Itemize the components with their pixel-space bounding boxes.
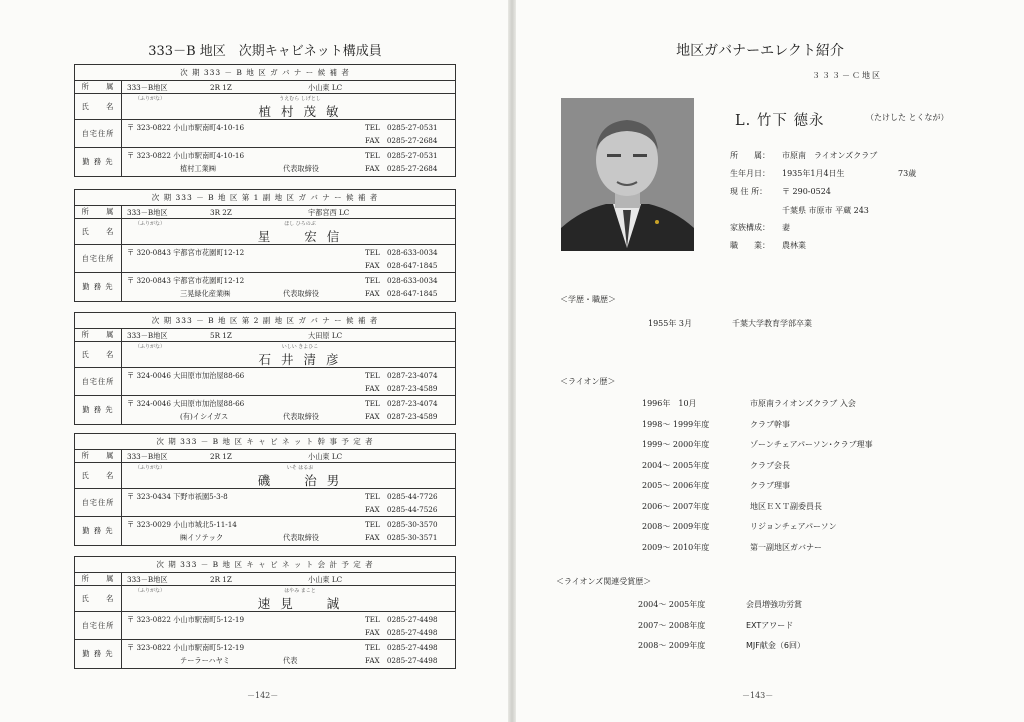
home-fax: FAX 0287-23-4589	[365, 384, 438, 393]
home-label: 自宅住所	[75, 245, 122, 272]
affiliation-row	[75, 329, 455, 342]
home-row	[75, 120, 455, 148]
name-row	[75, 219, 455, 245]
person-name: 植 村 茂 敏	[258, 104, 342, 119]
furigana-label: （ふりがな）	[135, 344, 166, 350]
governor-name: L. 竹下 德永	[735, 113, 825, 129]
name-label: 氏 名	[75, 219, 122, 244]
home-fax: FAX 0285-44-7526	[365, 505, 438, 514]
work-address: 〒 323-0029 小山市城北5-11-14	[127, 520, 237, 529]
work-fax: FAX 0285-27-2684	[365, 164, 438, 173]
home-tel: TEL 028-633-0034	[365, 248, 438, 257]
home-label: 自宅住所	[75, 489, 122, 516]
work-tel: TEL 0285-30-3570	[365, 520, 438, 529]
info-address-line: 千葉県 市原市 平蔵 243	[782, 206, 869, 215]
block-header: 次 期 333 － B 地 区 第 2 副 地 区 ガ バ ナ ー 候 補 者	[75, 313, 455, 329]
work-row	[75, 640, 455, 668]
affiliation-label: 所 属	[75, 206, 122, 218]
history-event: リジョンチェアパーソン	[750, 522, 837, 531]
affiliation-label: 所 属	[75, 81, 122, 93]
info-address-label: 現 住 所：	[730, 187, 768, 196]
furigana-label: （ふりがな）	[135, 96, 166, 102]
history-event: クラブ理事	[750, 481, 790, 490]
info-affiliation	[730, 150, 877, 161]
info-occupation-value: 農林業	[782, 241, 806, 250]
history-year: 1955年 3月	[648, 319, 692, 328]
home-address: 〒 320-0843 宇都宮市花園町12-12	[127, 248, 245, 257]
home-tel: TEL 0287-23-4074	[365, 371, 438, 380]
district-value: 333－B地区	[127, 208, 168, 217]
work-address: 〒 320-0843 宇都宮市花園町12-12	[127, 276, 245, 285]
name-label: 氏 名	[75, 463, 122, 488]
history-event: 会員増強功労賞	[746, 600, 802, 609]
work-address: 〒 324-0046 大田原市加治屋88-66	[127, 399, 245, 408]
club-value: 小山東 LC	[308, 575, 343, 584]
name-row	[75, 463, 455, 489]
zone-value: 2R 1Z	[210, 575, 232, 584]
block-header: 次 期 333 － B 地 区 第 1 副 地 区 ガ バ ナ ー 候 補 者	[75, 190, 455, 206]
history-event: 第一副地区ガバナー	[750, 542, 822, 552]
info-postal: 〒 290-0524	[782, 187, 831, 196]
history-event: 地区ＥＸＴ副委員長	[750, 501, 822, 511]
district-value: 333－B地区	[127, 452, 168, 461]
info-family	[730, 222, 790, 233]
info-birth-label: 生年月日：	[730, 169, 770, 178]
work-tel: TEL 0285-27-0531	[365, 151, 438, 160]
person-name: 石 井 清 彦	[258, 352, 342, 367]
cabinet-block	[74, 312, 456, 425]
person-name: 速 見 誠	[257, 596, 343, 611]
history-event: 千葉大学教育学部卒業	[732, 319, 812, 328]
name-reading: いそ はるお	[286, 465, 314, 471]
name-row	[75, 586, 455, 612]
home-address: 〒 323-0822 小山市駅南町4-10-16	[127, 123, 245, 132]
home-address: 〒 323-0822 小山市駅南町5-12-19	[127, 615, 245, 624]
person-name: 磯 治 男	[257, 473, 343, 488]
work-role: 代表取締役	[283, 289, 319, 298]
district-value: 333－B地区	[127, 83, 168, 92]
governor-name-reading: （たけした とくなが）	[866, 113, 949, 122]
name-label: 氏 名	[75, 342, 122, 367]
home-tel: TEL 0285-27-0531	[365, 123, 438, 132]
home-tel: TEL 0285-27-4498	[365, 615, 438, 624]
affiliation-label: 所 属	[75, 573, 122, 585]
block-header: 次 期 333 － B 地 区 キ ャ ビ ネ ッ ト 会 計 予 定 者	[75, 557, 455, 573]
awards-heading: ＜ライオンズ関連受賞歴＞	[556, 577, 652, 586]
block-header: 次 期 333 － B 地 区 ガ バ ナ ー 候 補 者	[75, 65, 455, 81]
portrait-illustration	[561, 98, 694, 251]
zone-value: 5R 1Z	[210, 331, 232, 340]
work-role: 代表	[283, 656, 298, 665]
work-company: 植村工業㈱	[180, 164, 216, 173]
home-fax: FAX 0285-27-2684	[365, 136, 438, 145]
history-event: ゾーンチェアパーソン･クラブ理事	[750, 440, 873, 449]
cabinet-block	[74, 189, 456, 302]
work-label: 勤 務 先	[75, 517, 122, 545]
work-company: ㈱イソテック	[180, 533, 224, 542]
zone-value: 2R 1Z	[210, 83, 232, 92]
home-address: 〒 324-0046 大田原市加治屋88-66	[127, 371, 245, 380]
work-company: (有)イシイガス	[180, 412, 229, 421]
zone-value: 3R 2Z	[210, 208, 232, 217]
name-reading: いしい きよひこ	[281, 344, 319, 350]
info-birth-value: 1935年1月4日生	[782, 169, 845, 178]
zone-value: 2R 1Z	[210, 452, 232, 461]
home-tel: TEL 0285-44-7726	[365, 492, 438, 501]
affiliation-row	[75, 206, 455, 219]
name-label: 氏 名	[75, 586, 122, 611]
info-affiliation-label: 所 属：	[730, 151, 770, 160]
work-address: 〒 323-0822 小山市駅南町4-10-16	[127, 151, 245, 160]
work-role: 代表取締役	[283, 533, 319, 542]
affiliation-label: 所 属	[75, 329, 122, 341]
work-company: テーラーハヤミ	[180, 656, 230, 665]
home-row	[75, 245, 455, 273]
work-company: 三晃緑化産業㈱	[180, 289, 231, 298]
history-event: クラブ会長	[750, 460, 790, 470]
name-reading: ほし ひろのぶ	[284, 221, 316, 227]
work-tel: TEL 0287-23-4074	[365, 399, 438, 408]
name-reading: はやみ まこと	[284, 588, 316, 594]
education-heading: ＜学歴・職歴＞	[560, 295, 616, 304]
work-row	[75, 273, 455, 301]
home-fax: FAX 028-647-1845	[365, 261, 438, 270]
club-value: 大田原 LC	[308, 331, 343, 340]
work-row	[75, 517, 455, 545]
work-label: 勤 務 先	[75, 273, 122, 301]
home-label: 自宅住所	[75, 120, 122, 147]
furigana-label: （ふりがな）	[135, 465, 166, 471]
governor-portrait-photo	[561, 98, 694, 251]
work-fax: FAX 0287-23-4589	[365, 412, 438, 421]
block-header: 次 期 333 － B 地 区 キ ャ ビ ネ ッ ト 幹 事 予 定 者	[75, 434, 455, 450]
club-value: 小山東 LC	[308, 452, 343, 461]
history-event: クラブ幹事	[750, 419, 790, 429]
info-occupation	[730, 240, 806, 251]
home-row	[75, 489, 455, 517]
lion-history-heading: ＜ライオン歴＞	[560, 377, 616, 386]
district-label: ３３３－Ｃ地区	[812, 71, 882, 80]
history-year: 2008～ 2009年度	[642, 522, 710, 531]
name-label: 氏 名	[75, 94, 122, 119]
cabinet-block	[74, 556, 456, 669]
name-reading: うえむら しげとし	[279, 96, 321, 102]
info-age: 73歳	[898, 169, 917, 178]
info-occupation-label: 職 業：	[730, 241, 770, 250]
info-affiliation-value: 市原南 ライオンズクラブ	[782, 151, 878, 160]
affiliation-label: 所 属	[75, 450, 122, 462]
work-fax: FAX 0285-27-4498	[365, 656, 438, 665]
home-row	[75, 612, 455, 640]
history-year: 2006～ 2007年度	[642, 501, 710, 511]
name-row	[75, 94, 455, 120]
district-value: 333－B地区	[127, 575, 168, 584]
page-gutter	[508, 0, 516, 722]
club-value: 小山東 LC	[308, 83, 343, 92]
home-fax: FAX 0285-27-4498	[365, 628, 438, 637]
history-year: 2004～ 2005年度	[642, 460, 710, 470]
work-role: 代表取締役	[283, 164, 319, 173]
work-row	[75, 396, 455, 424]
cabinet-block	[74, 64, 456, 177]
club-value: 宇都宮西 LC	[308, 208, 350, 217]
cabinet-block	[74, 433, 456, 546]
affiliation-row	[75, 81, 455, 94]
history-year: 1998～ 1999年度	[642, 419, 710, 429]
history-year: 2005～ 2006年度	[642, 481, 710, 490]
work-row	[75, 148, 455, 176]
name-row	[75, 342, 455, 368]
work-tel: TEL 028-633-0034	[365, 276, 438, 285]
info-birth	[730, 168, 917, 179]
work-label: 勤 務 先	[75, 148, 122, 176]
history-event: 市原南ライオンズクラブ 入会	[750, 399, 856, 408]
left-page-number: －142－	[247, 691, 279, 700]
person-name: 星 宏 信	[257, 229, 343, 244]
history-event: MJF献金（6回）	[746, 641, 805, 650]
info-address	[730, 186, 831, 197]
furigana-label: （ふりがな）	[135, 221, 166, 227]
home-address: 〒 323-0434 下野市祇園5-3-8	[127, 492, 228, 501]
work-label: 勤 務 先	[75, 396, 122, 424]
history-year: 2008～ 2009年度	[638, 641, 706, 650]
work-fax: FAX 028-647-1845	[365, 289, 438, 298]
home-label: 自宅住所	[75, 368, 122, 395]
affiliation-row	[75, 573, 455, 586]
right-page-title: 地区ガバナーエレクト紹介	[676, 43, 844, 59]
left-page-title: 333－B 地区 次期キャビネット構成員	[148, 44, 382, 59]
info-family-label: 家族構成：	[730, 223, 770, 232]
history-year: 1996年 10月	[642, 399, 697, 408]
district-value: 333－B地区	[127, 331, 168, 340]
info-family-value: 妻	[782, 223, 790, 232]
history-year: 2004～ 2005年度	[638, 600, 706, 609]
work-label: 勤 務 先	[75, 640, 122, 668]
work-tel: TEL 0285-27-4498	[365, 643, 438, 652]
furigana-label: （ふりがな）	[135, 588, 166, 594]
home-label: 自宅住所	[75, 612, 122, 639]
work-role: 代表取締役	[283, 412, 319, 421]
affiliation-row	[75, 450, 455, 463]
history-event: EXTアワード	[746, 620, 794, 630]
right-page-number: －143－	[742, 691, 774, 700]
history-year: 1999～ 2000年度	[642, 440, 710, 449]
history-year: 2007～ 2008年度	[638, 620, 706, 630]
history-year: 2009～ 2010年度	[642, 542, 710, 552]
work-address: 〒 323-0822 小山市駅南町5-12-19	[127, 643, 245, 652]
home-row	[75, 368, 455, 396]
work-fax: FAX 0285-30-3571	[365, 533, 438, 542]
